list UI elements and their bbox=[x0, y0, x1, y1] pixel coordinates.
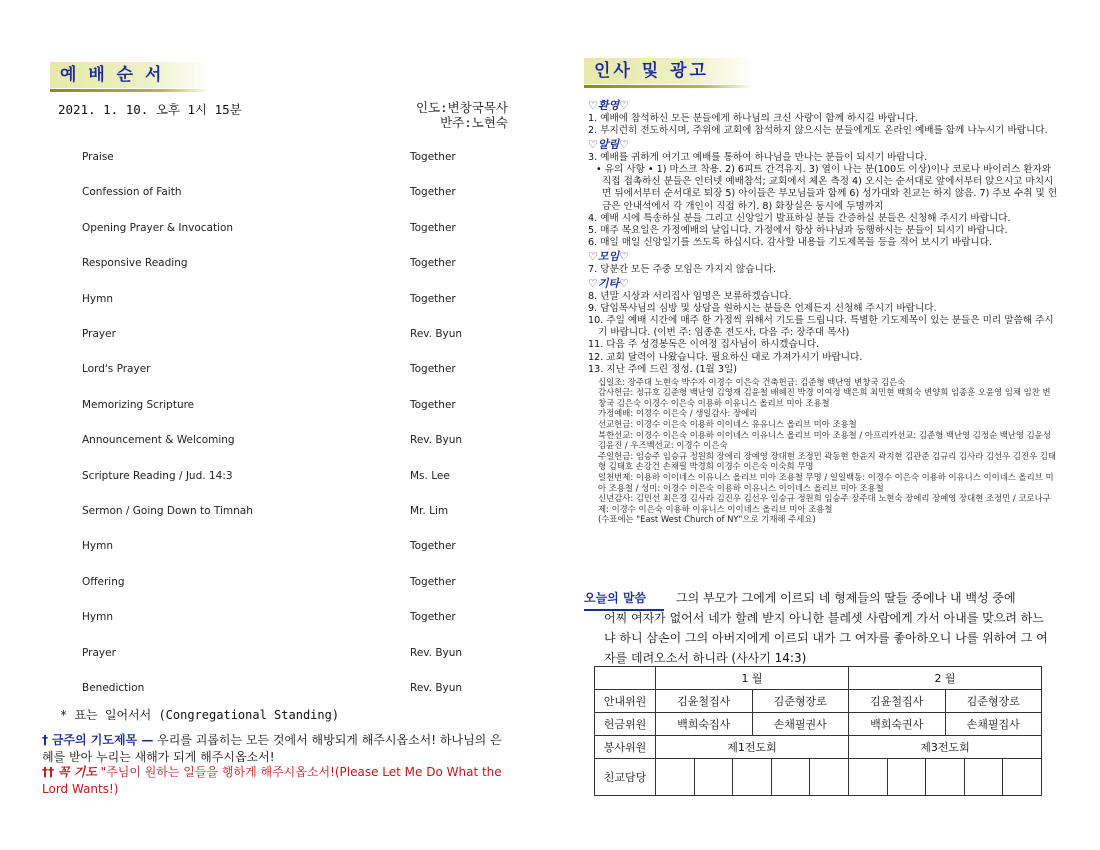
worship-item bbox=[62, 630, 502, 664]
announcements-title-text: 인사 및 광고 bbox=[594, 61, 709, 81]
duty-cell: 김윤철집사 bbox=[656, 690, 753, 713]
worship-item bbox=[62, 382, 502, 416]
heart-icon: ♡ bbox=[588, 277, 598, 291]
duty-role: 헌금위원 bbox=[595, 713, 656, 736]
offering-list bbox=[588, 377, 1058, 525]
todays-word-label: 오늘의 말씀 bbox=[584, 591, 647, 605]
worship-item bbox=[62, 453, 502, 487]
announcement-item: 12. 교회 달력이 나왔습니다. 필요하신 대로 가져가시기 바랍니다. bbox=[588, 351, 863, 363]
double-cross-mark: †† bbox=[42, 765, 54, 779]
order-of-worship-title bbox=[50, 62, 210, 88]
announcement-item: 3. 예배를 귀하게 여기고 예배를 통하여 하나님을 만나는 분들이 되시기 바랍니다. bbox=[588, 152, 928, 164]
announcement-item: 10. 주일 예배 시간에 매주 한 가정씩 위해서 기도를 드립니다. 특별한 기도제목이 있는 분들은 미리 말씀해 주시기 바랍니다. (이번 주: 임종훈 전도사, 다음 주: 장주대 목사) bbox=[588, 315, 1054, 339]
duty-row bbox=[595, 736, 1042, 759]
title-underline bbox=[50, 89, 210, 92]
weekly-prayer-label: 금주의 기도제목 — bbox=[51, 733, 154, 747]
worship-item-english: Prayer bbox=[82, 646, 116, 659]
offering-line: 주일헌금: 임승주 임승규 정원희 장에리 장예영 장대현 조정민 곽동현 한윤지 곽지현 김관준 김규리 김사라 김선우 김진우 김태형 김태호 손강건 손채필 박경희 이경수 이은숙 이숙희 무명 bbox=[598, 450, 1057, 472]
todays-word-line1: 그의 부모가 그에게 이르되 네 형제들의 딸들 중에나 내 백성 중에 bbox=[676, 591, 1016, 605]
worship-item-english-leader: Mr. Lim bbox=[410, 505, 449, 517]
worship-item bbox=[62, 594, 502, 628]
worship-item-english-leader: Ms. Lee bbox=[410, 469, 450, 482]
must-prayer-text: "주님이 원하는 일들을 행하게 해주시옵소서!(Please Let Me Do What the Lord Wants!) bbox=[42, 765, 502, 796]
worship-item bbox=[62, 311, 502, 345]
offering-line: 일천번제: 이용하 이이네스 이유니스 올리브 미아 조용철 무명 / 일일백동: 이경수 이은숙 이용하 이유니스 이이네스 올리브 미아 조용철 / 성미: 이경수 이은숙 이용하 이유니스 이이네스 올리브 미아 조용철 bbox=[598, 472, 1054, 493]
worship-item-english-leader: Together bbox=[410, 398, 456, 411]
offering-line: 북한선교: 이경수 이은숙 이용하 이이네스 이유니스 올리브 미아 조용철 / 아프리카선교: 김준형 백난영 김정순 백난영 김윤성 김윤진 / 우즈벡선교: 이경수 이은숙 bbox=[598, 429, 1051, 451]
duty-role: 친교담당 bbox=[595, 759, 656, 796]
worship-item-english-leader: Together bbox=[410, 221, 456, 234]
heart-icon: ♡ bbox=[588, 99, 598, 112]
announcement-item: 6. 매일 매일 신앙일기를 쓰도록 하십시다. 감사할 내용들 기도제목들 등을 적어 보시기 바랍니다. bbox=[588, 236, 993, 248]
duty-blank-cell bbox=[925, 759, 964, 795]
duty-cell: 제1전도회 bbox=[656, 736, 849, 759]
announcements-list bbox=[588, 98, 1058, 525]
worship-item-english-leader: Together bbox=[410, 186, 456, 199]
todays-word-rest: 어찌 여자가 없어서 네가 할례 받지 아니한 블레셋 사람에게 가서 아내를 맞으려 하느냐 하니 삼손이 그의 아버지에게 이르되 내가 그 여자를 좋아하오니 나를 위하여 그 여자를 데려오소서 하니라 (사사기 14:3) bbox=[604, 611, 1048, 665]
announcement-item: 1. 예배에 참석하신 모든 분들에게 하나님의 크신 사랑이 함께 하시길 바랍니다. bbox=[588, 113, 918, 124]
worship-item-english: Announcement & Welcoming bbox=[82, 434, 235, 447]
worship-item bbox=[62, 417, 502, 451]
worship-item-english-leader: Rev. Byun bbox=[410, 328, 463, 340]
duty-blank-cell bbox=[887, 759, 926, 795]
heart-icon: ♡ bbox=[619, 249, 630, 263]
offering-line: (수표에는 "East West Church of NY"으로 기재해 주세요) bbox=[598, 514, 816, 525]
must-prayer bbox=[42, 764, 512, 798]
title-underline bbox=[584, 85, 754, 88]
worship-item-english-leader: Rev. Byun bbox=[410, 646, 463, 659]
worship-item bbox=[62, 488, 502, 522]
worship-item-english: Prayer bbox=[82, 328, 116, 340]
duty-blank-cell bbox=[732, 759, 771, 795]
duty-role: 봉사위원 bbox=[595, 736, 656, 759]
worship-item-english: Hymn bbox=[82, 611, 113, 624]
category-name: 모임 bbox=[597, 249, 620, 263]
worship-item-english: Responsive Reading bbox=[82, 257, 188, 270]
duty-month: 1 월 bbox=[656, 667, 849, 690]
worship-item-english: Scripture Reading / Jud. 14:3 bbox=[82, 469, 233, 482]
duty-row bbox=[595, 690, 1042, 713]
offering-line: 감사헌금: 정규호 김준형 백난영 김영재 김윤철 배혜진 박경 이여정 백은희 최민현 백희숙 변양희 임종훈 오윤영 임채 임찬 변창국 김은숙 이경수 이은숙 이용하 이유니스 올리브 미아 조용철 bbox=[598, 387, 1051, 408]
announcement-category bbox=[588, 137, 1058, 152]
worship-item bbox=[62, 205, 502, 239]
worship-item-english: Memorizing Scripture bbox=[82, 398, 195, 411]
category-name: 기타 bbox=[597, 277, 620, 291]
service-header bbox=[58, 100, 508, 130]
duty-cell: 손채필권사 bbox=[752, 713, 849, 736]
order-of-worship-title-text: 예 배 순 서 bbox=[60, 65, 165, 85]
duty-table-header bbox=[595, 667, 1042, 690]
duty-blank-cell bbox=[771, 759, 810, 795]
worship-item bbox=[62, 523, 502, 557]
weekly-prayer-text: 우리를 괴롭히는 모든 것에서 해방되게 해주시옵소서! 하나님의 은혜를 받아 누리는 새해가 되게 해주시옵소서! bbox=[42, 733, 502, 764]
must-prayer-label: 꼭 기도 bbox=[57, 765, 97, 779]
worship-item-english: Opening Prayer & Invocation bbox=[82, 221, 234, 234]
duty-blank-cell bbox=[1002, 759, 1041, 795]
heart-icon: ♡ bbox=[619, 138, 630, 152]
announcements-title bbox=[584, 58, 754, 84]
announcement-category bbox=[588, 276, 1058, 291]
announcement-category bbox=[588, 98, 1058, 113]
duty-cell: 백희숙집사 bbox=[656, 713, 753, 736]
heart-icon: ♡ bbox=[588, 249, 598, 263]
category-name: 환영 bbox=[597, 99, 620, 112]
worship-item-english-leader: Together bbox=[410, 363, 456, 376]
worship-item bbox=[62, 240, 502, 274]
announcement-item: 5. 매주 목요일은 가정예배의 날입니다. 가정에서 항상 하나님과 동행하시는 분들이 되시기 바랍니다. bbox=[588, 224, 1008, 236]
duty-table bbox=[594, 666, 1042, 796]
worship-item bbox=[62, 559, 502, 593]
duty-cell: 김준형장로 bbox=[752, 690, 849, 713]
service-date: 2021. 1. 10. 오후 1시 15분 bbox=[58, 102, 242, 117]
service-accompanist: 반주:노현숙 bbox=[440, 115, 508, 130]
duty-cell-grid bbox=[656, 759, 1042, 796]
duty-blank-cell bbox=[848, 759, 887, 795]
announcement-item: 9. 담임목사님의 심방 및 상담을 원하시는 분들은 언제든지 신청해 주시기 바랍니다. bbox=[588, 303, 937, 315]
offering-line: 신년감사: 김민선 최은경 김사라 김진우 김선우 임승규 정원희 임승주 장주대 노현숙 장에리 장예영 장대현 조정민 / 코로나구제: 이경수 이은숙 이용하 이유니스 이이네스 올리브 미아 조용철 bbox=[598, 493, 1051, 514]
offering-line: 선교헌금: 이경수 이은숙 이용하 이이네스 유유니스 올리브 미아 조용철 bbox=[598, 419, 857, 430]
worship-item-english: Hymn bbox=[82, 292, 113, 305]
announcement-item: 8. 년말 시상과 서리집사 임명은 보류하겠습니다. bbox=[588, 291, 792, 303]
duty-row bbox=[595, 759, 1042, 796]
offering-line: 십일조: 장주대 노현숙 박수자 이경수 이은숙 건축헌금: 김준형 백난영 변창국 김은숙 bbox=[598, 376, 906, 387]
worship-item-english: Sermon / Going Down to Timnah bbox=[82, 505, 253, 517]
duty-cell: 손채필집사 bbox=[945, 713, 1042, 736]
duty-blank-cell bbox=[656, 759, 694, 795]
announcement-item: 7. 당분간 모든 주중 모임은 가지지 않습니다. bbox=[588, 263, 777, 275]
duty-blank-cell bbox=[964, 759, 1003, 795]
worship-item-english: Confession of Faith bbox=[82, 186, 182, 199]
worship-item-english: Praise bbox=[82, 151, 114, 163]
offering-line: 가정예배: 이경수 이은숙 / 생일감사: 장에리 bbox=[598, 408, 758, 419]
weekly-prayer bbox=[42, 732, 512, 766]
duty-month: 2 월 bbox=[849, 667, 1042, 690]
duty-cell: 제3전도회 bbox=[849, 736, 1042, 759]
worship-item-english: Benediction bbox=[82, 682, 145, 694]
worship-item-english: Lord's Prayer bbox=[82, 363, 151, 376]
worship-item-english-leader: Rev. Byun bbox=[410, 682, 463, 694]
worship-item-english-leader: Together bbox=[410, 151, 456, 163]
duty-header-blank bbox=[595, 667, 656, 690]
standing-note: * 표는 일어서서 (Congregational Standing) bbox=[60, 708, 340, 722]
category-name: 알림 bbox=[597, 138, 620, 152]
announcement-item: 11. 다음 주 성경봉독은 이여정 집사님이 하시겠습니다. bbox=[588, 339, 820, 351]
worship-item-english: Hymn bbox=[82, 540, 113, 553]
worship-item-english-leader: Together bbox=[410, 292, 456, 305]
worship-item bbox=[62, 276, 502, 310]
worship-item-english-leader: Together bbox=[410, 257, 456, 270]
worship-item-english-leader: Together bbox=[410, 540, 456, 553]
cross-mark: † bbox=[42, 733, 48, 747]
duty-blank-cell bbox=[694, 759, 733, 795]
worship-item bbox=[62, 169, 502, 203]
announcement-item: 2. 부지런히 전도하시며, 주위에 교회에 참석하지 않으시는 분들에게도 온라인 예배를 함께 나누시기 바랍니다. bbox=[588, 125, 1048, 137]
announcement-item: • 유의 사항 • 1) 마스크 착용. 2) 6피트 간격유지. 3) 열이 나는 분(100도 이상)이나 코로나 바이러스 환자와 직접 접촉하신 분들은 인터넷 예배참석; 교회에서 체온 측정 4) 오시는 순서대로 앞에서부터 앉으시고 마치시면 뒤에서부터 순서대로 퇴장 5) 아이들은 부모님들과 함께 6) 성가대와 친교는 하지 않음. 7) 주보 수취 및 헌금은 안내석에서 각 개인이 직접 하기. 8) 화장실은 동시에 두명까지 bbox=[596, 164, 1058, 212]
duty-cell: 김윤철집사 bbox=[849, 690, 946, 713]
heart-icon: ♡ bbox=[619, 277, 630, 291]
worship-item bbox=[62, 134, 502, 168]
worship-item-english-leader: Rev. Byun bbox=[410, 434, 463, 447]
heart-icon: ♡ bbox=[619, 99, 630, 112]
duty-blank-cell bbox=[809, 759, 848, 795]
duty-cell: 백희숙권사 bbox=[849, 713, 946, 736]
service-leader: 인도:변창국목사 bbox=[415, 100, 508, 115]
worship-item-english: Offering bbox=[82, 575, 125, 588]
heart-icon: ♡ bbox=[588, 138, 598, 152]
announcement-item: 13. 지난 주에 드린 정성. (1월 3일) bbox=[588, 363, 737, 375]
duty-role: 안내위원 bbox=[595, 690, 656, 713]
announcement-item: 4. 예배 시에 특송하실 분들 그리고 신앙일기 발표하실 분들 간증하실 분들은 신청해 주시기 바랍니다. bbox=[588, 212, 1011, 224]
worship-item bbox=[62, 346, 502, 380]
worship-item-english-leader: Together bbox=[410, 611, 456, 624]
worship-item-english-leader: Together bbox=[410, 575, 456, 588]
duty-row bbox=[595, 713, 1042, 736]
duty-cell: 김준형장로 bbox=[945, 690, 1042, 713]
announcement-category bbox=[588, 249, 1058, 264]
worship-item bbox=[62, 665, 502, 699]
